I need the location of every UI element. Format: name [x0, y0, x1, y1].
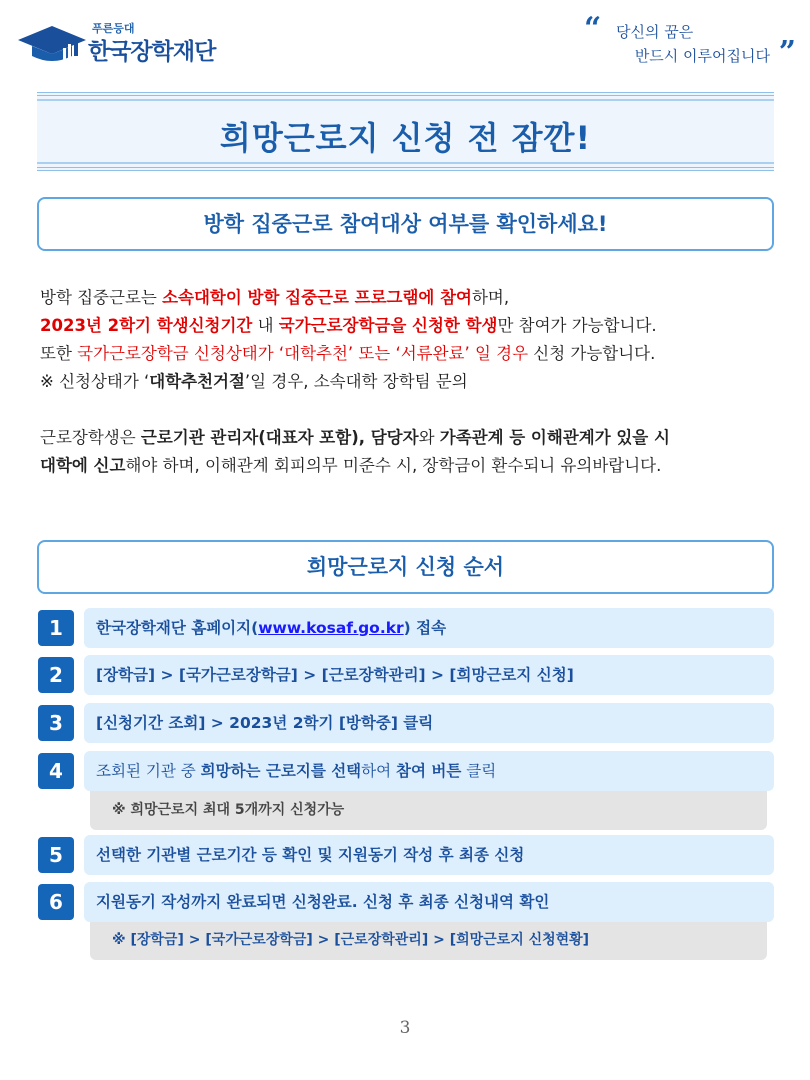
step-number: 6	[38, 884, 74, 920]
open-quote-icon: “	[584, 11, 602, 46]
bold-text: 참여 버튼	[396, 762, 462, 780]
slogan	[576, 11, 796, 70]
eligibility-paragraph	[40, 284, 780, 396]
step-4	[84, 751, 774, 791]
step-text: 조회된 기관 중	[96, 762, 201, 780]
text-span: 또한	[40, 344, 78, 363]
page-number: 3	[399, 1018, 411, 1038]
text-span: 근로장학생은	[40, 428, 141, 447]
step-text: 하여	[361, 762, 397, 780]
step-5: 선택한 기관별 근로기간 등 확인 및 지원동기 작성 후 최종 신청	[84, 835, 774, 875]
page-title: 희망근로지 신청 전 잠깐!	[219, 119, 592, 157]
highlight-text: 2023년 2학기 학생신청기간	[40, 316, 253, 335]
kosaf-homepage-link[interactable]: www.kosaf.go.kr	[258, 619, 404, 637]
bold-text: 근로기관 관리자(대표자 포함), 담당자	[140, 428, 419, 447]
step-6-note: ※ [장학금] > [국가근로장학금] > [근로장학관리] > [희망근로지 신청현황]	[90, 920, 767, 960]
kosaf-logo	[16, 20, 236, 70]
step-number: 2	[38, 657, 74, 693]
step-number: 3	[38, 705, 74, 741]
logo-name: 한국장학재단	[88, 39, 216, 65]
close-quote-icon: ”	[778, 35, 796, 70]
text-line	[40, 284, 780, 312]
slogan-line-2: 반드시 이루어집니다	[634, 47, 770, 65]
slogan-line-1: 당신의 꿈은	[616, 23, 694, 41]
text-span: ※ 신청상태가 ‘	[40, 372, 150, 391]
text-span: 하며,	[471, 288, 510, 307]
graduation-cap-icon	[16, 22, 88, 66]
step-3: [신청기간 조회] > 2023년 2학기 [방학중] 클릭	[84, 703, 774, 743]
highlight-text: 국가근로장학금 신청상태가 ‘대학추천’ 또는 ‘서류완료’ 일 경우	[77, 344, 529, 363]
text-line	[40, 424, 780, 452]
text-line	[40, 312, 780, 340]
step-2: [장학금] > [국가근로장학금] > [근로장학관리] > [희망근로지 신청]	[84, 655, 774, 695]
step-text: 클릭	[461, 762, 497, 780]
title-banner	[37, 92, 774, 171]
section-heading-procedure: 희망근로지 신청 순서	[37, 540, 774, 594]
text-span: 신청 가능합니다.	[528, 344, 656, 363]
logo-tagline: 푸른등대	[92, 22, 135, 35]
bold-text: 대학추천거절	[149, 372, 245, 391]
highlight-text: 국가근로장학금을 신청한 학생	[278, 316, 498, 335]
text-line	[40, 452, 780, 480]
step-number: 5	[38, 837, 74, 873]
bold-text: 대학에 신고	[40, 456, 126, 475]
step-text: 한국장학재단 홈페이지(	[96, 619, 259, 637]
conflict-of-interest-paragraph	[40, 424, 780, 480]
section-heading-eligibility: 방학 집중근로 참여대상 여부를 확인하세요!	[37, 197, 774, 251]
bold-text: 희망하는 근로지를 선택	[200, 762, 362, 780]
bold-text: 가족관계 등 이해관계가 있을 시	[439, 428, 670, 447]
step-1	[84, 608, 774, 648]
text-span: 내	[252, 316, 279, 335]
text-span: 와	[418, 428, 440, 447]
text-line	[40, 368, 780, 396]
text-span: ’일 경우, 소속대학 장학팀 문의	[244, 372, 468, 391]
step-number: 1	[38, 610, 74, 646]
text-line	[40, 340, 780, 368]
text-span: 방학 집중근로는	[40, 288, 163, 307]
step-4-note: ※ 희망근로지 최대 5개까지 신청가능	[90, 790, 767, 830]
text-span: 해야 하며, 이해관계 회피의무 미준수 시, 장학금이 환수되니 유의바랍니다.	[125, 456, 662, 475]
highlight-text: 소속대학이 방학 집중근로 프로그램에 참여	[162, 288, 472, 307]
step-text: ) 접속	[403, 619, 447, 637]
step-number: 4	[38, 753, 74, 789]
step-6: 지원동기 작성까지 완료되면 신청완료. 신청 후 최종 신청내역 확인	[84, 882, 774, 922]
text-span: 만 참여가 가능합니다.	[497, 316, 657, 335]
